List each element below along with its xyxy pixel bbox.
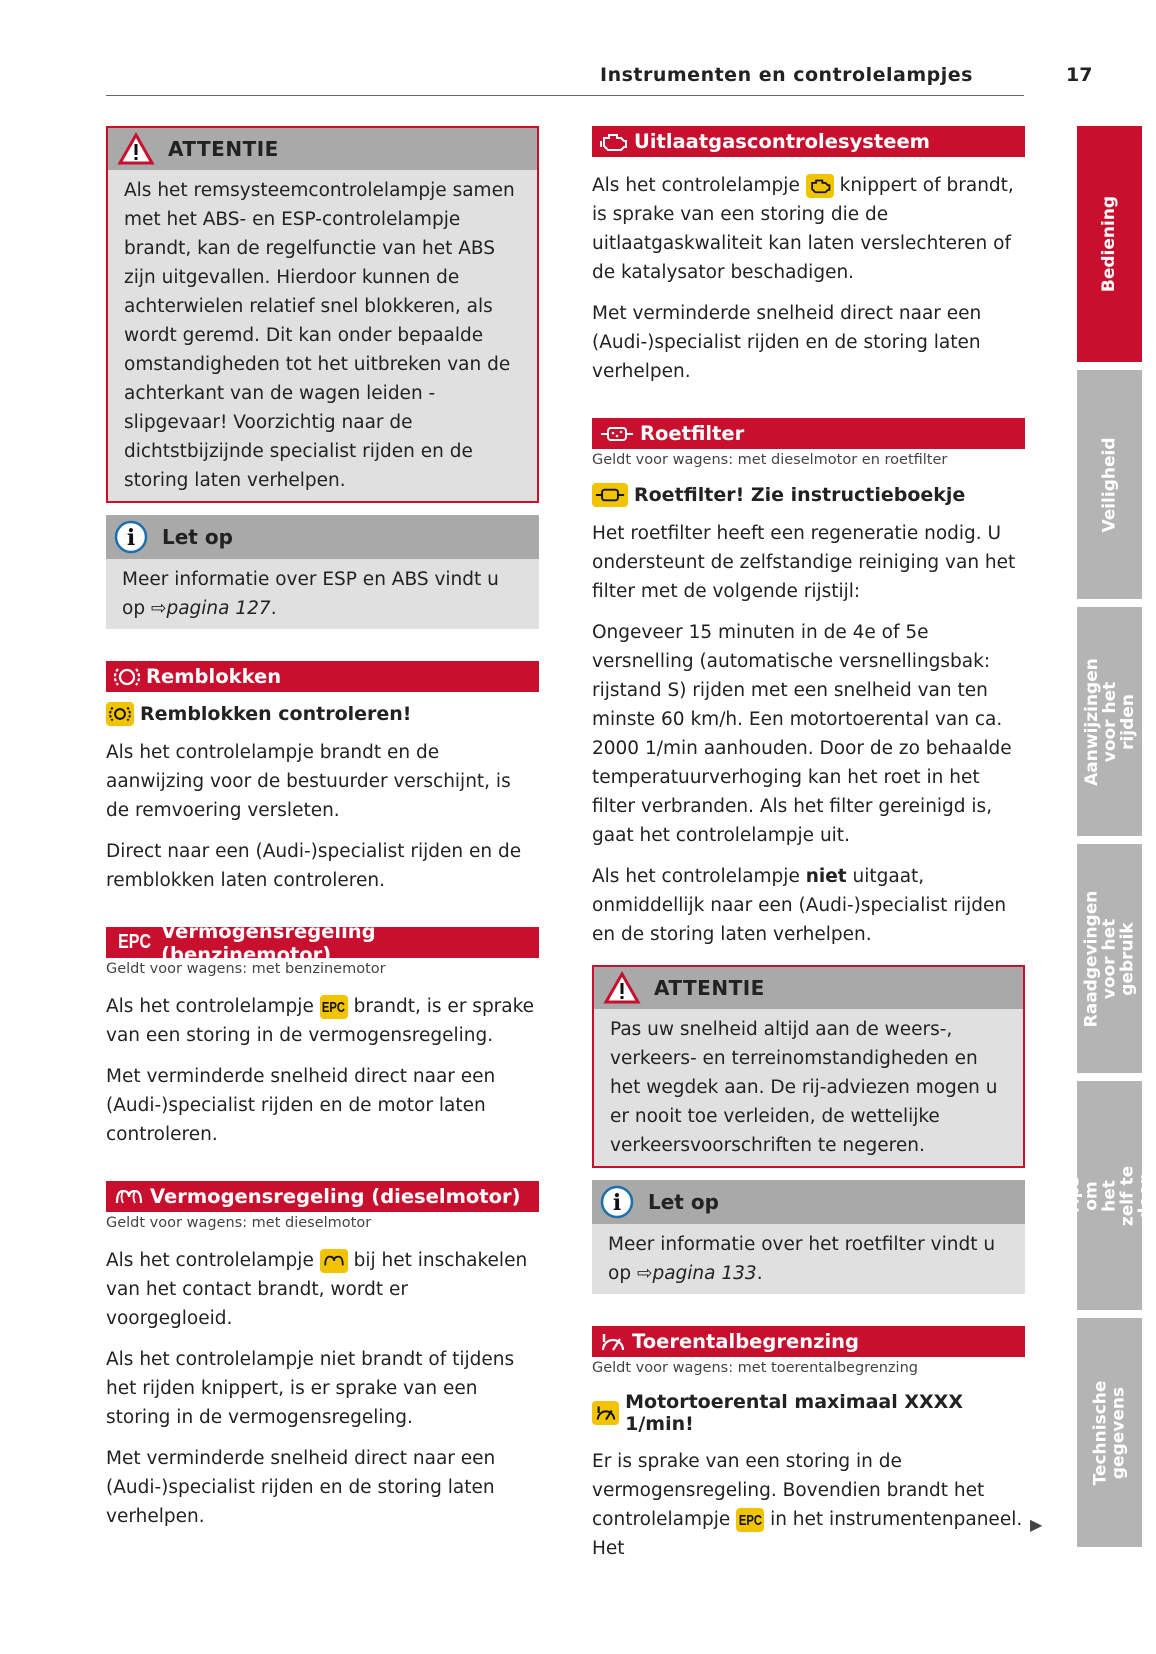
- tab-label: Aanwijzingen voor het rijden: [1081, 657, 1138, 786]
- warning-header: [108, 128, 537, 170]
- page-header-title: Instrumenten en controlelampjes: [600, 64, 973, 86]
- paragraph: Als het controlelampje niet uitgaat, onmiddellijk naar een (Audi-)specialist rijden en de storing laten verhelpen.: [592, 866, 1007, 945]
- info-icon: [114, 520, 148, 554]
- rev-limiter-icon: [600, 1331, 626, 1353]
- message-text: Roetfilter! Zie instructieboekje: [634, 484, 966, 506]
- svg-text:i: i: [612, 1190, 622, 1216]
- section-header-diesel: [106, 1181, 539, 1212]
- diesel-particulate-filter-lamp-icon: [592, 483, 628, 507]
- brake-pad-lamp-icon: [106, 702, 134, 726]
- tab-label: Veiligheid: [1099, 436, 1120, 533]
- epc-lamp-icon: EPC: [320, 995, 348, 1019]
- paragraph: Als het controlelampje EPC brandt, is er sprake van een storing in de vermogensregeling.: [106, 996, 535, 1046]
- section-title: Uitlaatgascontrolesysteem: [634, 130, 930, 153]
- applies-to: Geldt voor wagens: met benzinemotor: [106, 961, 386, 977]
- section-title: Toerentalbegrenzing: [632, 1330, 859, 1353]
- paragraph: Met verminderde snelheid direct naar een (Audi-)specialist rijden en de storing laten verhelpen.: [106, 1448, 496, 1527]
- section-header-exhaust: [592, 126, 1025, 157]
- tab-veiligheid[interactable]: [1077, 370, 1142, 599]
- section-title: Roetfilter: [640, 422, 745, 445]
- tab-label: Bediening: [1099, 195, 1120, 293]
- warning-box-brakes: [106, 126, 539, 503]
- brake-pad-icon: [114, 666, 140, 688]
- note-title: Let op: [162, 525, 233, 549]
- applies-to: Geldt voor wagens: met dieselmotor: [106, 1215, 372, 1231]
- note-box-esp-abs: [106, 515, 539, 629]
- warning-triangle-icon: [604, 972, 640, 1004]
- note-text: Meer informatie over ESP en ABS vindt u op ⇨pagina 127.: [122, 569, 499, 619]
- note-box-roetfilter: [592, 1180, 1025, 1294]
- warning-title: ATTENTIE: [168, 137, 279, 161]
- section-title: Remblokken: [146, 665, 282, 688]
- left-column: [106, 126, 539, 1543]
- paragraph: Als het controlelampje niet brandt of tijdens het rijden knippert, is er sprake van een storing in de vermogensregeling.: [106, 1349, 515, 1428]
- paragraph: Ongeveer 15 minuten in de 4e of 5e versnelling (automatische versnellingsbak: rijstand S) rijden met een snelheid van ten minste 60 km/h. Een motortoerental van ca. 2000 1/min aanhouden. Door de zo behaalde temperatuurverhoging kan het roet in het filter verbranden. Als het filter gereinigd is, gaat het controlelampje uit.: [592, 622, 1012, 846]
- note-header: [106, 515, 539, 559]
- section-title: Vermogensregeling (benzinemotor): [161, 919, 376, 966]
- engine-lamp-icon: [806, 174, 834, 198]
- warning-text: Pas uw snelheid altijd aan de weers-, verkeers- en terreinomstandigheden en het wegdek aan. De rij-adviezen mogen u er nooit toe verleiden, de wettelijke verkeersvoorschriften te negeren.: [610, 1019, 998, 1156]
- display-message-remblokken: [106, 702, 539, 726]
- svg-text:i: i: [126, 525, 136, 551]
- tab-technische-gegevens[interactable]: [1077, 1318, 1142, 1547]
- tab-bediening[interactable]: [1077, 126, 1142, 362]
- note-text: Meer informatie over het roetfilter vindt u op ⇨pagina 133.: [608, 1234, 996, 1284]
- paragraph: Als het controlelampje knippert of brandt, is sprake van een storing die de uitlaatgaskwaliteit kan laten verslechteren of de katalysator beschadigen.: [592, 175, 1014, 283]
- epc-lamp-icon: EPC: [736, 1508, 764, 1532]
- applies-to: Geldt voor wagens: met dieselmotor en roetfilter: [592, 452, 948, 468]
- applies-to: Geldt voor wagens: met toerentalbegrenzing: [592, 1360, 918, 1376]
- paragraph: Er is sprake van een storing in de vermogensregeling. Bovendien brandt het controlelampje EPC in het instrumentenpaneel. Het: [592, 1451, 1023, 1559]
- paragraph: Met verminderde snelheid direct naar een (Audi-)specialist rijden en de motor laten controleren.: [106, 1066, 496, 1145]
- section-header-toerental: [592, 1326, 1025, 1357]
- rev-limiter-lamp-icon: [592, 1401, 619, 1425]
- glow-plug-lamp-icon: [320, 1249, 348, 1273]
- display-message-toerental: [592, 1391, 1025, 1435]
- page-number: 17: [1066, 64, 1093, 86]
- tab-label: Tips om het zelf te doen: [1063, 1165, 1156, 1226]
- section-header-epc: [106, 919, 539, 966]
- paragraph: Als het controlelampje bij het inschakelen van het contact brandt, wordt er voorgegloeid.: [106, 1250, 528, 1329]
- section-header-roetfilter: [592, 418, 1025, 449]
- tab-raadgevingen-voor-het-gebruik[interactable]: [1077, 844, 1142, 1073]
- continue-arrow-icon: ▶: [1030, 1515, 1043, 1534]
- message-text: Remblokken controleren!: [140, 703, 412, 725]
- warning-text: Als het remsysteemcontrolelampje samen met het ABS- en ESP-controlelampje brandt, kan de regelfunctie van het ABS zijn uitgevallen. Hierdoor kunnen de achterwielen relatief snel blokkeren, als wordt geremd. Dit kan onder bepaalde omstandigheden tot het uitbreken van de achterkant van de wagen leiden - slipgevaar! Voorzichtig naar de dichtstbijzijnde specialist rijden en de storing laten verhelpen.: [124, 180, 515, 491]
- tab-tips-om-het-zelf-te-doen[interactable]: [1063, 1081, 1156, 1310]
- tab-label: Raadgevingen voor het gebruik: [1081, 890, 1138, 1027]
- right-column: [592, 126, 1025, 1575]
- paragraph: Met verminderde snelheid direct naar een (Audi-)specialist rijden en de storing laten verhelpen.: [592, 303, 982, 382]
- warning-triangle-icon: [118, 133, 154, 165]
- tab-aanwijzingen-voor-het-rijden[interactable]: [1077, 607, 1142, 836]
- glow-plug-icon: [114, 1187, 144, 1207]
- message-text: Motortoerental maximaal XXXX 1/min!: [625, 1391, 963, 1435]
- diesel-particulate-filter-icon: [600, 425, 634, 443]
- arrow-link-icon: ⇨: [150, 598, 167, 619]
- engine-icon: [600, 132, 628, 152]
- page-reference-link[interactable]: pagina 133: [652, 1263, 757, 1284]
- paragraph: Het roetfilter heeft een regeneratie nodig. U ondersteunt de zelfstandige reiniging van het filter met de volgende rijstijl:: [592, 523, 1016, 602]
- epc-icon: EPC: [118, 931, 152, 953]
- note-header: [592, 1180, 1025, 1224]
- section-title: Vermogensregeling (dieselmotor): [150, 1185, 521, 1208]
- note-title: Let op: [648, 1190, 719, 1214]
- paragraph: Als het controlelampje brandt en de aanwijzing voor de bestuurder verschijnt, is de remvoering versleten.: [106, 742, 511, 821]
- header-divider: [106, 95, 1024, 96]
- info-icon: [600, 1185, 634, 1219]
- warning-box-speed: [592, 965, 1025, 1168]
- tab-label: Technische gegevens: [1090, 1380, 1129, 1485]
- display-message-roetfilter: [592, 483, 1025, 507]
- warning-header: [594, 967, 1023, 1009]
- warning-title: ATTENTIE: [654, 976, 765, 1000]
- paragraph: Direct naar een (Audi-)specialist rijden en de remblokken laten controleren.: [106, 841, 522, 891]
- arrow-link-icon: ⇨: [636, 1263, 653, 1284]
- page-reference-link[interactable]: pagina 127: [166, 598, 271, 619]
- section-header-remblokken: [106, 661, 539, 692]
